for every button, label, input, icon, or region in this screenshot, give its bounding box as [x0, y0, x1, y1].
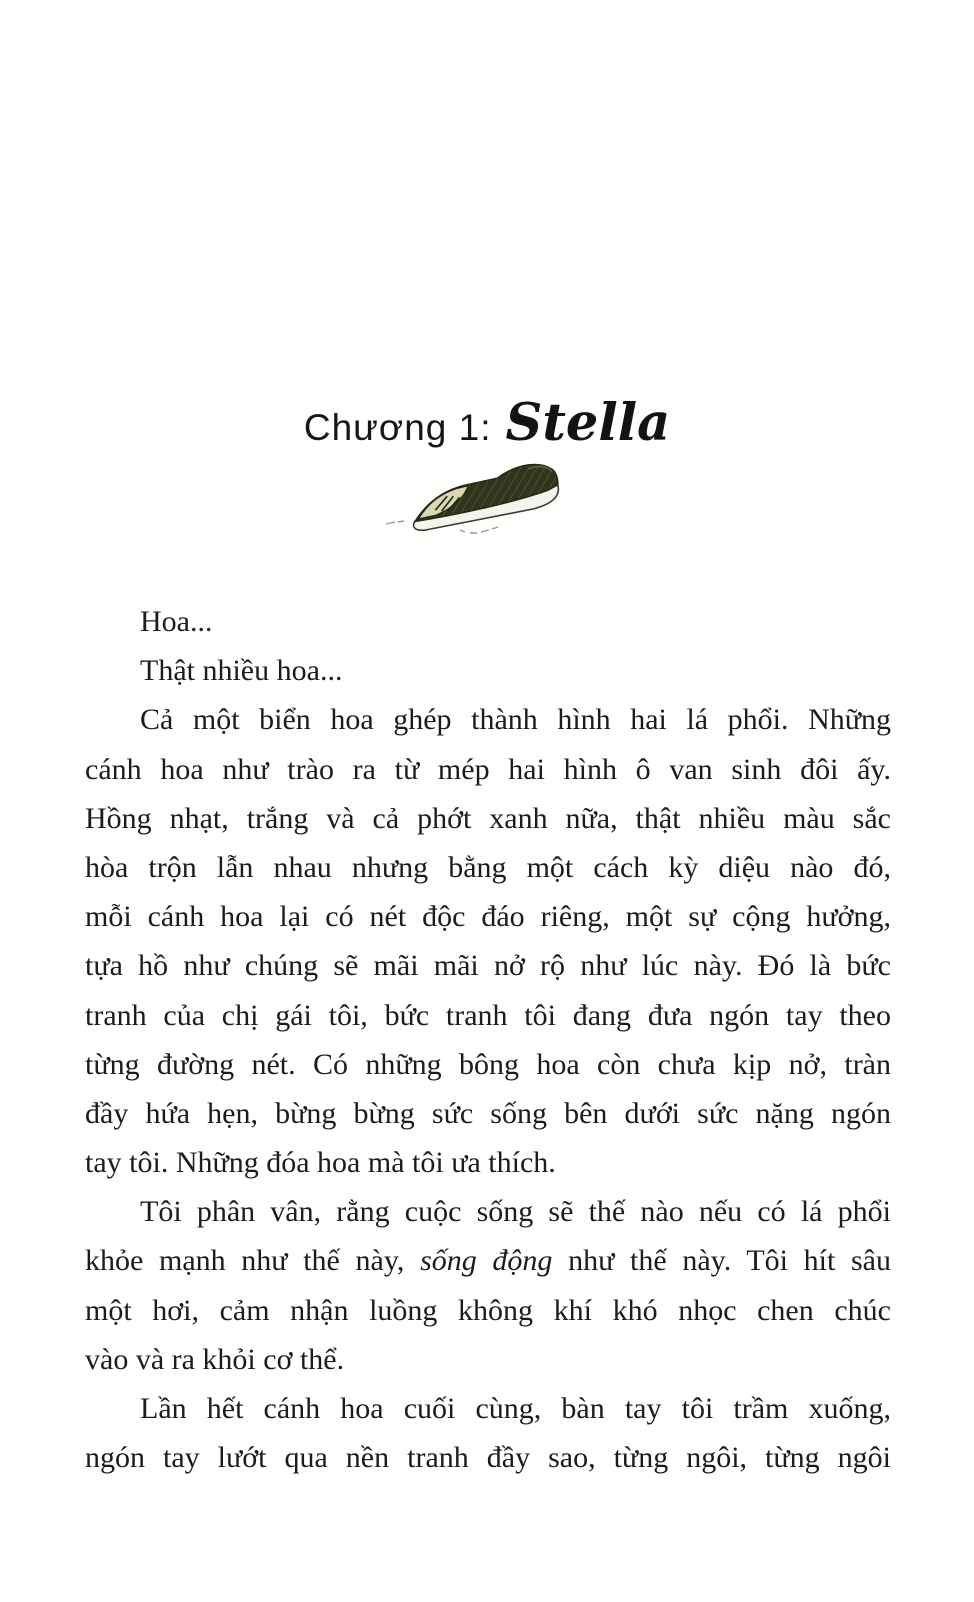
- sneaker-icon: [382, 458, 592, 536]
- text-line-10: đầy hứa hẹn, bừng bừng sức sống bên dưới sức nặng ngón: [85, 1096, 891, 1130]
- text-line-2: Cả một biển hoa ghép thành hình hai lá phổi. Những: [140, 703, 891, 737]
- chapter-label: Chương 1:: [303, 407, 492, 448]
- text-line-0: Hoa...: [140, 605, 213, 638]
- text-line-13: [85, 1236, 891, 1285]
- chapter-heading: [0, 393, 974, 453]
- text-line-12: Tôi phân vân, rằng cuộc sống sẽ thế nào nếu có lá phổi: [140, 1195, 891, 1229]
- text-line-1: Thật nhiều hoa...: [140, 654, 343, 688]
- text-line-14: một hơi, cảm nhận luồng không khí khó nhọc chen chúc: [85, 1293, 891, 1327]
- text-segment-pre: khỏe mạnh như thế này,: [85, 1244, 421, 1278]
- body-text: [85, 597, 891, 1482]
- text-line-4: Hồng nhạt, trắng và cả phớt xanh nữa, thật nhiều màu sắc: [85, 801, 891, 835]
- text-line-11: tay tôi. Những đóa hoa mà tôi ưa thích.: [85, 1146, 556, 1180]
- text-line-9: từng đường nét. Có những bông hoa còn chưa kịp nở, tràn: [85, 1047, 891, 1081]
- text-line-17: ngón tay lướt qua nền tranh đầy sao, từng ngôi, từng ngôi: [85, 1441, 891, 1475]
- text-segment-post: như thế này. Tôi hít sâu: [552, 1244, 891, 1278]
- text-line-3: cánh hoa như trào ra từ mép hai hình ô van sinh đôi ấy.: [85, 752, 891, 786]
- text-line-7: tựa hồ như chúng sẽ mãi mãi nở rộ như lúc này. Đó là bức: [85, 949, 891, 983]
- text-line-8: tranh của chị gái tôi, bức tranh tôi đang đưa ngón tay theo: [85, 998, 891, 1032]
- text-line-5: hòa trộn lẫn nhau nhưng bằng một cách kỳ diệu nào đó,: [85, 850, 891, 884]
- sneaker-illustration: [0, 458, 974, 541]
- chapter-title: Stella: [505, 393, 671, 453]
- text-line-6: mỗi cánh hoa lại có nét độc đáo riêng, một sự cộng hưởng,: [85, 900, 891, 934]
- text-line-15: vào và ra khỏi cơ thể.: [85, 1342, 345, 1376]
- text-line-16: Lần hết cánh hoa cuối cùng, bàn tay tôi trầm xuống,: [140, 1392, 891, 1425]
- italic-phrase: sống động: [420, 1244, 553, 1278]
